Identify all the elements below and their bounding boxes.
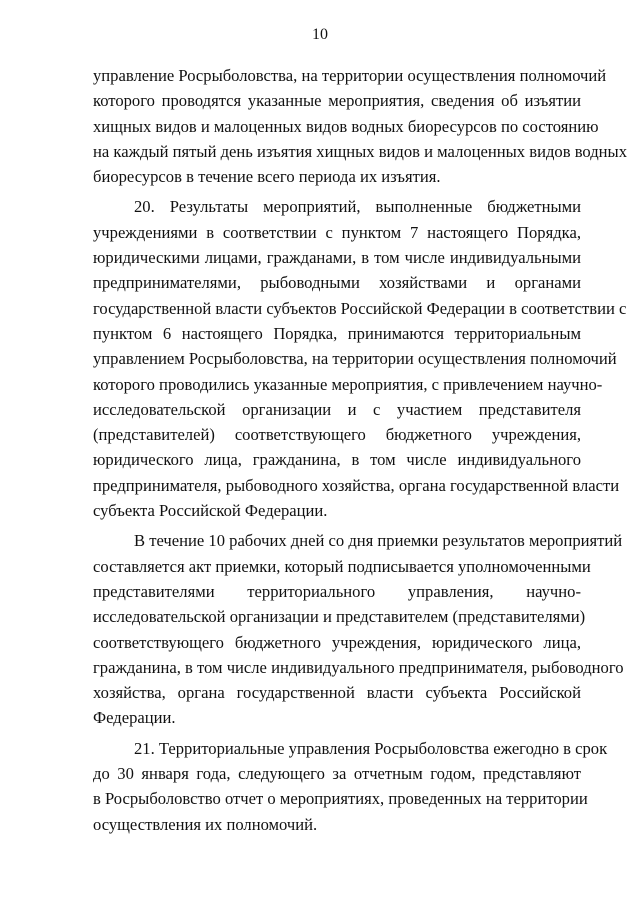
text-line: биоресурсов в течение всего периода их изъятия. — [93, 167, 441, 187]
text-line: 21. Территориальные управления Росрыболовства ежегодно в срок — [134, 738, 608, 758]
text-line: юридического лица, гражданина, в том числе индивидуального — [93, 450, 581, 470]
text-line: субъекта Российской Федерации. — [93, 501, 328, 521]
text-line: которого проводятся указанные мероприятия, сведения об изъятии — [93, 91, 581, 111]
text-line: до 30 января года, следующего за отчетным годом, представляют — [93, 764, 581, 784]
text-line: гражданина, в том числе индивидуального предпринимателя, рыбоводного — [93, 657, 624, 677]
page-number: 10 — [312, 26, 328, 43]
text-line: в Росрыболовство отчет о мероприятиях, проведенных на территории — [93, 789, 588, 809]
text-line: управлением Росрыболовства, на территории осуществления полномочий — [93, 349, 617, 369]
text-line: предпринимателями, рыбоводными хозяйствами и органами — [93, 273, 581, 293]
text-line: составляется акт приемки, который подписывается уполномоченными — [93, 556, 591, 576]
document-body — [93, 63, 627, 837]
text-line: хищных видов и малоценных видов водных биоресурсов по состоянию — [93, 116, 599, 136]
text-line: (представителей) соответствующего бюджетного учреждения, — [93, 425, 581, 445]
text-line: исследовательской организации и представителем (представителями) — [93, 607, 586, 627]
text-line: 20. Результаты мероприятий, выполненные бюджетными — [134, 197, 581, 217]
text-line: государственной власти субъектов Российской Федерации в соответствии с — [93, 298, 627, 318]
text-line: учреждениями в соответствии с пунктом 7 настоящего Порядка, — [93, 222, 581, 242]
text-line: представителями территориального управления, научно- — [93, 581, 581, 601]
text-line: хозяйства, органа государственной власти субъекта Российской — [93, 683, 581, 703]
text-line: на каждый пятый день изъятия хищных видов и малоценных видов водных — [93, 141, 627, 161]
text-line: управление Росрыболовства, на территории осуществления полномочий — [93, 66, 607, 85]
text-line: В течение 10 рабочих дней со дня приемки результатов мероприятий — [134, 531, 623, 551]
paragraph-2 — [93, 194, 627, 523]
paragraph-4 — [93, 736, 608, 837]
text-line: осуществления их полномочий. — [93, 814, 318, 834]
text-line: исследовательской организации и с участием представителя — [93, 399, 581, 419]
text-line: юридическими лицами, гражданами, в том числе индивидуальными — [93, 248, 581, 268]
text-line: которого проводились указанные мероприятия, с привлечением научно- — [93, 374, 603, 394]
paragraph-1 — [93, 63, 627, 189]
paragraph-3 — [93, 528, 624, 730]
text-line: предпринимателя, рыбоводного хозяйства, органа государственной власти — [93, 475, 620, 495]
text-line: соответствующего бюджетного учреждения, юридического лица, — [93, 632, 581, 652]
text-line: Федерации. — [93, 708, 176, 728]
text-line: пунктом 6 настоящего Порядка, принимаются территориальным — [93, 323, 581, 343]
